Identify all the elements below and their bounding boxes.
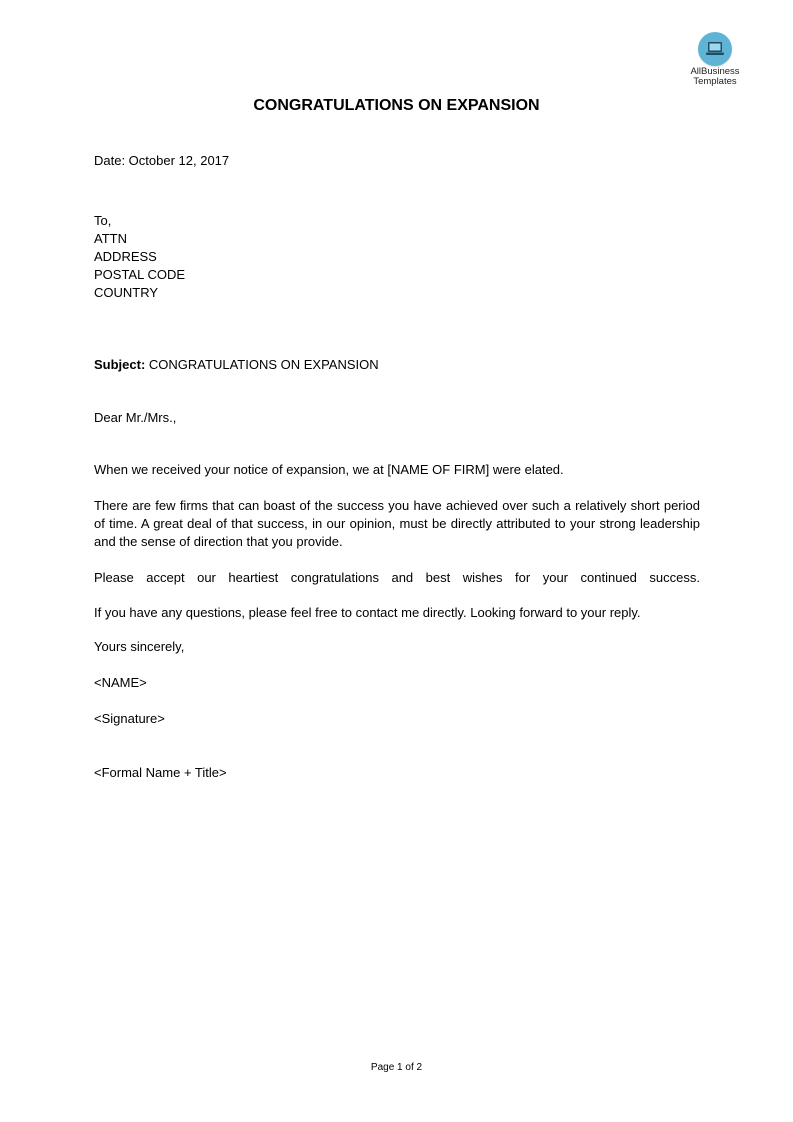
subject-label: Subject: [94,357,146,372]
logo [682,32,748,87]
salutation: Dear Mr./Mrs., [94,410,177,425]
signature-placeholder: <Signature> [94,711,165,726]
body-paragraph-3: Please accept our heartiest congratulations and best wishes for your continued success. [94,570,700,585]
body-paragraph-4: If you have any questions, please feel free to contact me directly. Looking forward to your reply. [94,605,641,620]
sender-name: <NAME> [94,675,147,690]
address-country: COUNTRY [94,285,159,300]
subject-text: CONGRATULATIONS ON EXPANSION [148,357,379,372]
address-postal: POSTAL CODE [94,267,186,282]
address-to: To, [94,213,112,228]
laptop-icon [705,41,725,57]
logo-line-1: AllBusiness [690,66,740,77]
page-number: Page 1 of 2 [370,1062,423,1073]
logo-text [682,67,748,87]
address-street: ADDRESS [94,249,157,264]
date-line: Date: October 12, 2017 [94,153,230,168]
subject-line [94,356,379,374]
formal-name-title: <Formal Name + Title> [94,765,227,780]
document-title: CONGRATULATIONS ON EXPANSION [253,97,540,114]
logo-line-2: Templates [693,76,737,87]
body-paragraph-1: When we received your notice of expansion, we at [NAME OF FIRM] were elated. [94,462,564,477]
address-attn: ATTN [94,231,127,246]
logo-badge [698,32,732,66]
closing: Yours sincerely, [94,639,185,654]
body-paragraph-2: There are few firms that can boast of the success you have achieved over such a relatively short period of time. A great deal of that success, in our opinion, must be directly attributed to your strong leadership and the sense of direction that you provide. [94,498,700,549]
